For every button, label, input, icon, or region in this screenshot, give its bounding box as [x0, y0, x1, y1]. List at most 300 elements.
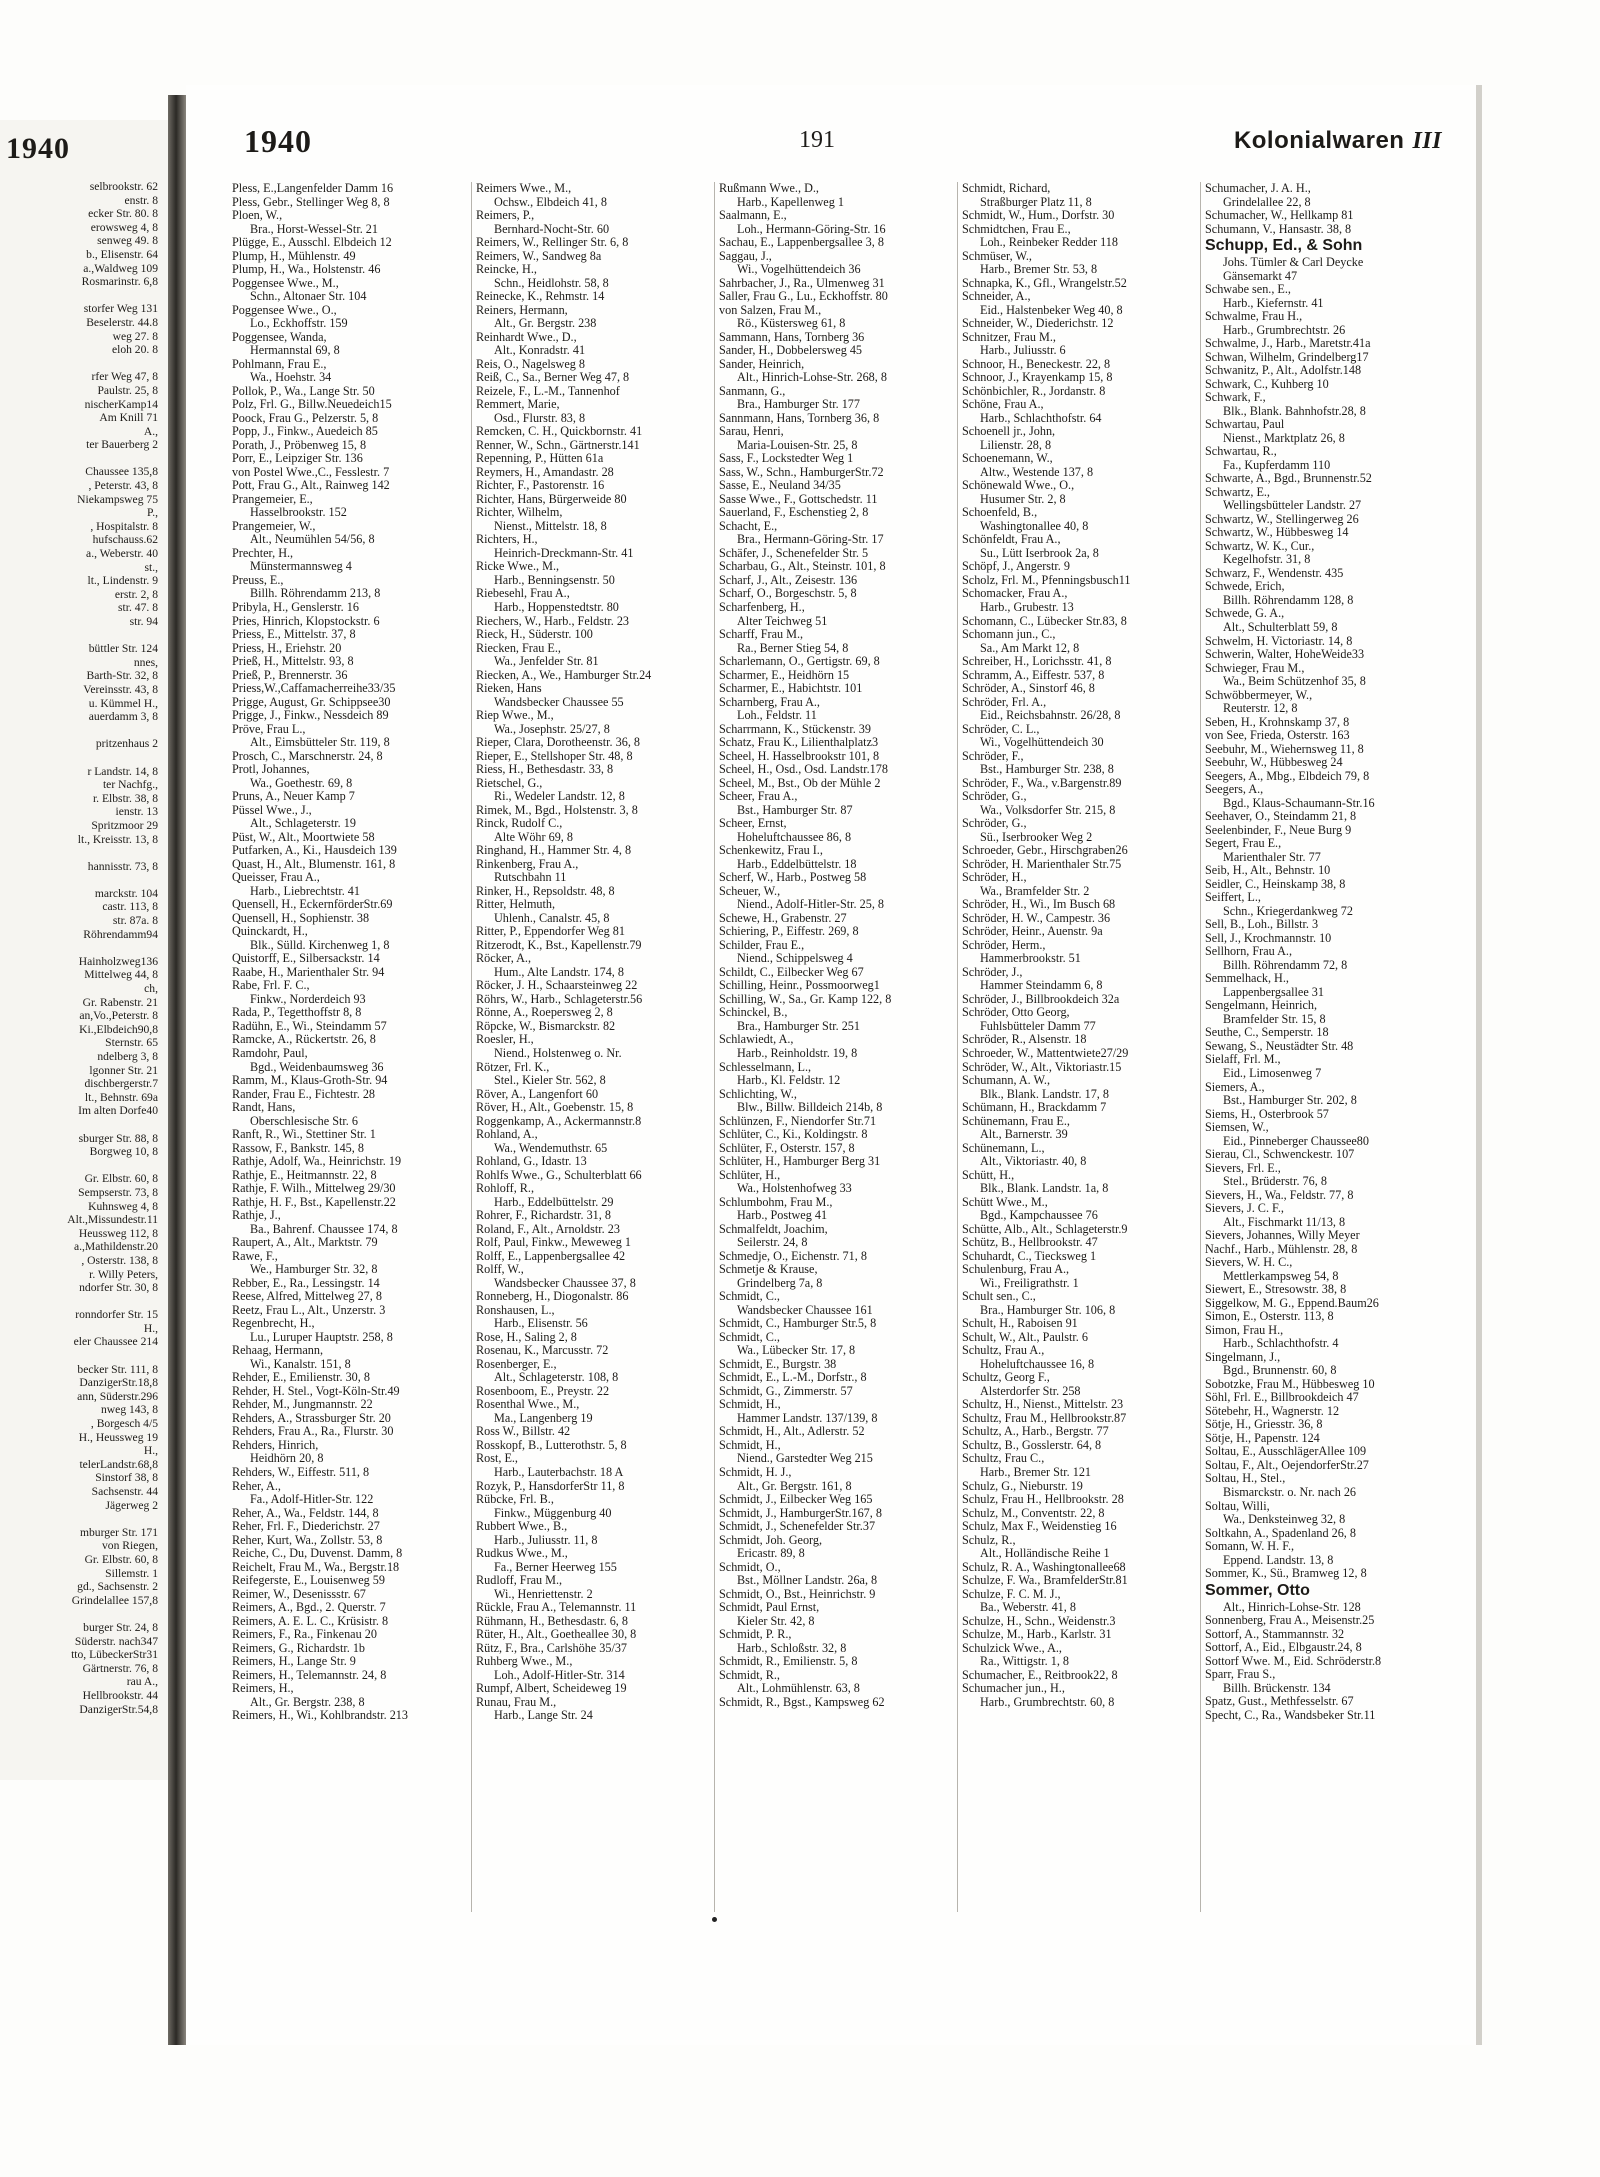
entry-address-line: Blk., Sülld. Kirchenweg 1, 8 [250, 937, 390, 952]
previous-page-line: pritzenhaus 2 [95, 737, 158, 751]
directory-entry: Richters, H., [476, 532, 538, 547]
directory-entry: Rieper, Clara, Dorotheenstr. 36, 8 [476, 735, 641, 750]
previous-page-line: erowsweg 4, 8 [90, 220, 158, 234]
directory-entry: Schumacher, W., Hellkamp 81 [1205, 208, 1354, 223]
directory-entry: Schröder, R., Alsenstr. 18 [962, 1032, 1087, 1047]
previous-page-line: tto, LübeckerStr31 [71, 1648, 158, 1662]
previous-page-line [0, 1295, 158, 1309]
entry-address-line: Harb., Reinholdstr. 19, 8 [737, 1046, 858, 1060]
directory-entry: Rost, E., [476, 1451, 518, 1466]
directory-entry: Röver, H., Alt., Goebenstr. 15, 8 [476, 1100, 634, 1115]
previous-page-line [0, 1512, 158, 1526]
previous-page-line: ter Bauerberg 2 [86, 438, 158, 452]
directory-entry: Röcker, A., [476, 951, 532, 966]
directory-entry: Schnoor, H., Beneckestr. 22, 8 [962, 356, 1111, 371]
directory-entry: Sell, B., Loh., Billstr. 3 [1205, 917, 1319, 932]
previous-page-line [0, 1349, 158, 1363]
entry-address-line: Alt., Gr. Bergstr. 238 [494, 316, 597, 331]
entry-address-line: Harb., Schlachthofstr. 4 [1223, 1336, 1339, 1351]
directory-entry: Sander, H., Dobbelersweg 45 [719, 343, 863, 358]
directory-entry: Scharff, Frau M., [719, 627, 804, 642]
directory-entry: Reimers Wwe., M., [476, 182, 572, 195]
directory-entry: Schmidt, J., Schenefelder Str.37 [719, 1519, 876, 1534]
directory-entry: Ruhberg Wwe., M., [476, 1654, 573, 1669]
directory-entry: Riebesehl, Frau A., [476, 586, 570, 601]
entry-address-line: Harb., Schloßstr. 32, 8 [737, 1640, 847, 1655]
directory-entry: Reinecke, K., Rehmstr. 14 [476, 289, 605, 304]
directory-entry: Schmidt, Richard, [962, 182, 1051, 195]
directory-entry: Schwartz, W. K., Cur., [1205, 538, 1315, 553]
directory-entry: Ranft, R., Wi., Stettiner Str. 1 [232, 1127, 376, 1142]
previous-page-line [0, 873, 158, 887]
directory-entry: Sievers, Frl. E., [1205, 1160, 1281, 1175]
entry-address-line: Alte Wöhr 69, 8 [494, 829, 573, 844]
directory-entry: Rudloff, Frau M., [476, 1573, 563, 1588]
previous-page-line: Gr. Elbstr. 60, 8 [84, 1552, 158, 1566]
directory-entry: Rieck, H., Süderstr. 100 [476, 627, 593, 642]
directory-entry: Sass, F., Lockstedter Weg 1 [719, 451, 854, 466]
directory-entry: Seben, H., Krohnskamp 37, 8 [1205, 714, 1350, 729]
directory-entry: Schwelm, H. Victoriastr. 14, 8 [1205, 633, 1353, 648]
previous-page-line: nischerKamp14 [84, 397, 158, 411]
directory-entry: Sellhorn, Frau A., [1205, 944, 1293, 959]
previous-page-line: storfer Weg 131 [83, 302, 158, 316]
previous-page-line [0, 289, 158, 303]
directory-entry: Schröder, H., Wi., Im Busch 68 [962, 897, 1116, 912]
directory-entry: Scharrmann, K., Stückenstr. 39 [719, 721, 871, 736]
directory-entry: Schmidt, O., [719, 1559, 781, 1574]
entry-address-line: Wellingsbütteler Landstr. 27 [1223, 498, 1362, 513]
directory-entry: Schultz, Frau C., [962, 1451, 1045, 1466]
directory-entry: Rosenboom, E., Preystr. 22 [476, 1383, 610, 1398]
directory-entry: Schröder, H., [962, 870, 1027, 885]
previous-page-line: Sternstr. 65 [105, 1036, 158, 1050]
directory-entry: Schumacher jun., H., [962, 1681, 1065, 1696]
directory-entry: Queisser, Frau A., [232, 870, 320, 885]
directory-entry: Schütt, H., [962, 1167, 1015, 1182]
directory-entry: Sommer, K., Sü., Bramweg 12, 8 [1205, 1566, 1367, 1581]
previous-page-line: Sempserstr. 73, 8 [78, 1185, 158, 1199]
entry-address-line: Harb., Grumbrechtstr. 60, 8 [980, 1694, 1115, 1709]
previous-page-line: H., [143, 1444, 158, 1458]
directory-entry: Reis, O., Nagelsweg 8 [476, 356, 585, 371]
directory-entry: Sasse Wwe., F., Gottschedstr. 11 [719, 491, 878, 506]
directory-entry: Rander, Frau E., Fichtestr. 28 [232, 1086, 376, 1101]
directory-entry: Schröder, G., [962, 789, 1027, 804]
previous-page-line: A., [143, 424, 158, 438]
entry-address-line: Sü., Iserbrooker Weg 2 [980, 829, 1093, 844]
directory-entry: Schwerin, Walter, HoheWeide33 [1205, 647, 1365, 662]
directory-page [186, 85, 1482, 2045]
entry-address-line: Alt., Schulterblatt 59, 8 [1223, 619, 1338, 634]
directory-entry: Schlesselmann, L., [719, 1059, 812, 1074]
directory-entry: von See, Frieda, Osterstr. 163 [1205, 728, 1350, 743]
directory-entry: Schwark, C., Kuhberg 10 [1205, 376, 1329, 391]
directory-entry: Quensell, H., EckernförderStr.69 [232, 897, 393, 912]
directory-entry: Ricke Wwe., M., [476, 559, 560, 574]
entry-address-line: Hammer Steindamm 6, 8 [980, 978, 1103, 993]
directory-entry: Schönbichler, R., Jordanstr. 8 [962, 383, 1106, 398]
directory-entry: Pless, E.,Langenfelder Damm 16 [232, 182, 394, 195]
directory-entry: Schmidtchen, Frau E., [962, 221, 1071, 236]
directory-entry: Schwanitz, P., Alt., Adolfstr.148 [1205, 363, 1362, 378]
directory-entry: Raabe, H., Marienthaler Str. 94 [232, 964, 385, 979]
directory-entry: Schröder, Heinr., Auenstr. 9a [962, 924, 1103, 939]
previous-page-line [0, 1159, 158, 1173]
previous-page-line: ch, [144, 982, 158, 996]
entry-address-line: Hoheluftchaussee 16, 8 [980, 1356, 1095, 1371]
previous-page-line: castr. 113, 8 [102, 900, 158, 914]
directory-entry: Schmidt, R., [719, 1667, 780, 1682]
previous-page-line: lt., Behnstr. 69a [84, 1090, 158, 1104]
entry-address-line: Fa., Kupferdamm 110 [1223, 457, 1331, 472]
previous-page-line [0, 452, 158, 466]
directory-entry: Reimers, H., [232, 1681, 294, 1696]
directory-entry: Preuss, E., [232, 572, 284, 587]
directory-entry: Scharbau, G., Alt., Steinstr. 101, 8 [719, 559, 886, 574]
directory-entry: Sottorf, A., Eid., Elbgaustr.24, 8 [1205, 1640, 1362, 1655]
previous-page-line: Spritzmoor 29 [91, 818, 158, 832]
entry-address-line: Harb., Juliusstr. 6 [980, 343, 1066, 358]
previous-page-line: r Landstr. 14, 8 [87, 764, 158, 778]
entry-address-line: Alt., Eimsbütteler Str. 119, 8 [250, 735, 390, 750]
directory-entry: Schneider, A., [962, 289, 1031, 304]
directory-entry: Schwartau, Paul [1205, 417, 1285, 432]
directory-entry: Schwöbbermeyer, W., [1205, 687, 1313, 702]
entry-address-line: Blk., Blank. Bahnhofstr.28, 8 [1223, 403, 1366, 418]
previous-page-line: r. Elbstr. 38, 8 [92, 791, 158, 805]
directory-entry: Porr, E., Leipziger Str. 136 [232, 451, 363, 466]
directory-entry: Poggensee Wwe., O., [232, 302, 337, 317]
directory-entry: Rohland, G., Idastr. 13 [476, 1154, 587, 1169]
entry-address-line: Bgd., Klaus-Schaumann-Str.16 [1223, 795, 1375, 810]
directory-entry: Schümann, H., Brackdamm 7 [962, 1100, 1107, 1115]
directory-entry: Ritter, Helmuth, [476, 897, 556, 912]
directory-entry: Scharmer, E., Heidhörn 15 [719, 667, 850, 682]
directory-entry: von Salzen, Frau M., [719, 302, 822, 317]
previous-page-line: str. 94 [129, 615, 158, 628]
entry-address-line: Alt., Fischmarkt 11/13, 8 [1223, 1214, 1346, 1229]
directory-entry: Seehaver, O., Steindamm 21, 8 [1205, 809, 1357, 824]
directory-entry: Scheel, H. Hasselbrookstr 101, 8 [719, 748, 880, 763]
entry-address-line: Wi., Vogelhüttendeich 36 [737, 262, 861, 277]
directory-entry: Schulz, R., [962, 1532, 1016, 1547]
previous-page-line: Ki.,Elbdeich90,8 [79, 1022, 158, 1036]
entry-address-line: Altw., Westende 137, 8 [980, 464, 1094, 479]
entry-address-line: Blk., Blank. Landstr. 1a, 8 [980, 1181, 1109, 1196]
directory-entry: Richter, Hans, Bürgerweide 80 [476, 491, 627, 506]
directory-entry: Sass, W., Schn., HamburgerStr.72 [719, 464, 884, 479]
entry-address-line: Reuterstr. 12, 8 [1223, 701, 1298, 716]
directory-entry: Soltau, E., AusschlägerAllee 109 [1205, 1444, 1367, 1459]
directory-entry: Sievers, H., Wa., Feldstr. 77, 8 [1205, 1187, 1354, 1202]
entry-address-line: Hammer Landstr. 137/139, 8 [737, 1410, 878, 1425]
previous-page-line: Hainholzweg136 [78, 954, 158, 968]
directory-entry: Reimers, H., Telemannstr. 24, 8 [232, 1667, 387, 1682]
entry-address-line: Bst., Möllner Landstr. 26a, 8 [737, 1573, 878, 1588]
entry-address-line: Ochsw., Elbdeich 41, 8 [494, 194, 607, 209]
previous-page-line: str. 87a. 8 [112, 914, 158, 928]
directory-entry: Schröder, A., Sinstorf 46, 8 [962, 681, 1095, 696]
directory-entry: Siemers, A., [1205, 1079, 1265, 1094]
previous-page-line: r. Willy Peters, [89, 1267, 158, 1281]
directory-entry: Rathje, Adolf, Wa., Heinrichstr. 19 [232, 1154, 402, 1169]
directory-entry: Saggau, J., [719, 248, 772, 263]
previous-page-line: Alt.,Missundestr.11 [67, 1213, 158, 1227]
directory-entry: Rietschel, G., [476, 775, 543, 790]
directory-entry: Reese, Alfred, Mittelweg 27, 8 [232, 1289, 382, 1304]
directory-entry: Reinhardt Wwe., D., [476, 329, 577, 344]
directory-entry: Sötebehr, H., Wagnerstr. 12 [1205, 1403, 1340, 1418]
directory-entry: Schenkewitz, Frau I., [719, 843, 823, 858]
directory-entry: Raupert, A., Alt., Marktstr. 79 [232, 1235, 378, 1250]
previous-page-line: büttler Str. 124 [88, 642, 158, 656]
directory-entry: Schöpf, J., Angerstr. 9 [962, 559, 1070, 574]
directory-entry: Schildt, C., Eilbecker Weg 67 [719, 964, 864, 979]
directory-entry: Schünemann, Frau E., [962, 1113, 1070, 1128]
previous-page-line [0, 724, 158, 738]
previous-page-line: Im alten Dorfe40 [78, 1104, 158, 1118]
directory-entry: Siemsen, W., [1205, 1120, 1269, 1135]
entry-address-line: Bra., Hermann-Göring-Str. 17 [737, 532, 884, 547]
directory-entry: Schultz, Frau A., [962, 1343, 1045, 1358]
directory-entry: Schlünzen, F., Niendorfer Str.71 [719, 1113, 877, 1128]
entry-address-line: Bra., Hamburger Str. 177 [737, 397, 860, 412]
directory-entry: Schmidt, Joh. Georg, [719, 1532, 823, 1547]
entry-address-line: Wa., Holstenhofweg 33 [737, 1181, 852, 1196]
entry-address-line: Harb., Lange Str. 24 [494, 1708, 593, 1723]
entry-address-line: Blk., Blank. Landstr. 17, 8 [980, 1086, 1109, 1101]
previous-page-line: Beselerstr. 44.8 [86, 315, 158, 329]
directory-entry: Schwarz, F., Wendenstr. 435 [1205, 565, 1344, 580]
entry-address-line: Alt., Schlageterstr. 108, 8 [494, 1370, 619, 1385]
entry-address-line: Ra., Berner Stieg 54, 8 [737, 640, 849, 655]
directory-entry: Quensell, H., Sophienstr. 38 [232, 910, 370, 925]
book-gutter [168, 95, 186, 2045]
directory-entry: Scherf, W., Harb., Postweg 58 [719, 870, 867, 885]
directory-column-1 [228, 182, 460, 1912]
entry-address-line: Harb., Bremer Str. 121 [980, 1464, 1092, 1479]
directory-entry: Ramdohr, Paul, [232, 1046, 308, 1060]
entry-address-line: Bra., Hamburger Str. 251 [737, 1018, 860, 1033]
entry-address-line: Loh., Feldstr. 11 [737, 708, 817, 723]
entry-address-line: Grindelallee 22, 8 [1223, 194, 1311, 209]
entry-address-line: Wa., Beim Schützenhof 35, 8 [1223, 674, 1366, 689]
directory-entry: Rathje, J., [232, 1208, 281, 1223]
directory-column-5 [1200, 182, 1433, 1912]
previous-page-line: eloh 20. 8 [111, 343, 158, 357]
entry-address-line: Heidhörn 20, 8 [250, 1451, 324, 1466]
previous-page-line: ann, Süderstr.296 [77, 1389, 158, 1403]
directory-entry: Schumann, V., Hansastr. 38, 8 [1205, 221, 1352, 236]
directory-entry: Schoenell jr., John, [962, 424, 1056, 439]
directory-entry: Roesler, H., [476, 1032, 534, 1047]
directory-entry: Schumacher, J. A. H., [1205, 182, 1311, 195]
entry-address-line: Wa., Goethestr. 69, 8 [250, 775, 353, 790]
entry-address-line: Wa., Josephstr. 25/27, 8 [494, 721, 610, 736]
entry-address-line: Ba., Bahrenf. Chaussee 174, 8 [250, 1221, 398, 1236]
entry-address-line: Bismarckstr. o. Nr. nach 26 [1223, 1484, 1357, 1499]
directory-entry: Pruns, A., Neuer Kamp 7 [232, 789, 355, 804]
previous-page-line: von Riegen, [101, 1539, 158, 1553]
directory-entry: Rathje, E., Heitmannstr. 22, 8 [232, 1167, 377, 1182]
directory-entry: Ronshausen, L., [476, 1302, 555, 1317]
entry-address-line: Lappenbergsallee 31 [1223, 984, 1324, 999]
entry-address-line: Niend., Adolf-Hitler-Str. 25, 8 [737, 897, 885, 912]
previous-page-line: Barth-Str. 32, 8 [86, 669, 158, 683]
entry-address-line: Alt., Hinrich-Lohse-Str. 268, 8 [737, 370, 887, 385]
directory-entry: Rosenberger, E., [476, 1356, 557, 1371]
previous-page-line: nnes, [133, 655, 158, 669]
directory-entry: Sottorf Wwe. M., Eid. Schröderstr.8 [1205, 1653, 1382, 1668]
directory-entry: Sauerland, F., Eschenstieg 2, 8 [719, 505, 869, 520]
directory-entry: Sobotzke, Frau M., Hübbesweg 10 [1205, 1376, 1375, 1391]
directory-entry: Schlüter, H., Hamburger Berg 31 [719, 1154, 881, 1169]
directory-entry: Rieper, E., Stellshoper Str. 48, 8 [476, 748, 633, 763]
section-title [1234, 127, 1442, 155]
directory-entry: Schmidt, J., HamburgerStr.167, 8 [719, 1505, 882, 1520]
entry-address-line: Harb., Grumbrechtstr. 26 [1223, 322, 1346, 337]
directory-entry: Pröve, Frau L., [232, 721, 306, 736]
directory-entry: Rabe, Frl. F. C., [232, 978, 310, 993]
directory-column-2 [471, 182, 704, 1912]
entry-address-line: Lilienstr. 28, 8 [980, 437, 1052, 452]
previous-page-line: rau A., [126, 1675, 158, 1689]
entry-address-line: Niend., Garstedter Weg 215 [737, 1451, 873, 1466]
directory-entry: Schröder, H. Marienthaler Str.75 [962, 856, 1122, 871]
directory-entry: Schröder, J., Billbrookdeich 32a [962, 991, 1120, 1006]
directory-entry: Pries, Hinrich, Klopstockstr. 6 [232, 613, 380, 628]
entry-address-line: Wa., Bramfelder Str. 2 [980, 883, 1090, 898]
entry-address-line: Fa., Berner Heerweg 155 [494, 1559, 617, 1574]
previous-page-line: DanzigerStr.54,8 [79, 1702, 158, 1716]
directory-entry: Soltau, Willi, [1205, 1498, 1270, 1513]
directory-entry: Pribyla, H., Genslerstr. 16 [232, 599, 359, 614]
directory-entry: Ritzerodt, K., Bst., Kapellenstr.79 [476, 937, 642, 952]
directory-entry: Schlüter, H., [719, 1167, 781, 1182]
directory-entry: Seiffert, L., [1205, 890, 1261, 905]
directory-entry: Schmidt, H. J., [719, 1464, 792, 1479]
previous-page-line: lt., Lindenstr. 9 [87, 574, 158, 588]
directory-entry: Rohlfs Wwe., G., Schulterblatt 66 [476, 1167, 642, 1182]
previous-page-line: Paulstr. 25, 8 [97, 383, 158, 397]
previous-page-line: mburger Str. 171 [79, 1525, 158, 1539]
previous-page-line: Sachsenstr. 44 [91, 1485, 158, 1498]
previous-page-line: Gärtnerstr. 76, 8 [82, 1661, 158, 1675]
previous-page-line: ecker Str. 80. 8 [88, 207, 158, 221]
directory-entry: Schulze, M., Harb., Karlstr. 31 [962, 1627, 1112, 1642]
directory-entry: Rehders, W., Eiffestr. 511, 8 [232, 1464, 370, 1479]
entry-address-line: Wi., Henriettenstr. 2 [494, 1586, 593, 1601]
directory-entry: Rumpf, Albert, Scheideweg 19 [476, 1681, 627, 1696]
directory-entry: Quinckardt, H., [232, 924, 308, 939]
directory-entry: Reher, A., Wa., Feldstr. 144, 8 [232, 1505, 379, 1520]
directory-entry: Schult, H., Raboisen 91 [962, 1316, 1078, 1331]
directory-entry: Schlüter, F., Osterstr. 157, 8 [719, 1140, 855, 1155]
previous-page-line: rfer Weg 47, 8 [91, 370, 158, 384]
directory-entry: Schmidt, E., Burgstr. 38 [719, 1356, 837, 1371]
directory-entry: Schmüser, W., [962, 248, 1032, 263]
directory-entry: Pless, Gebr., Stellinger Weg 8, 8 [232, 194, 390, 209]
entry-address-line: Harb., Bremer Str. 53, 8 [980, 262, 1098, 277]
entry-address-line: Maria-Louisen-Str. 25, 8 [737, 437, 858, 452]
entry-address-line: Bst., Hamburger Str. 238, 8 [980, 762, 1114, 777]
entry-address-line: Bra., Horst-Wessel-Str. 21 [250, 221, 378, 236]
previous-page-line: enstr. 8 [124, 193, 158, 207]
directory-entry: Schütz, B., Hellbrookstr. 47 [962, 1235, 1098, 1250]
previous-page-line: st., [144, 560, 158, 574]
directory-entry: Siewert, E., Stresowstr. 38, 8 [1205, 1282, 1347, 1297]
directory-entry: Rosenau, K., Marcusstr. 72 [476, 1343, 609, 1358]
previous-page-line: H., Heussweg 19 [78, 1430, 158, 1444]
entry-address-line: Niend., Schippelsweg 4 [737, 951, 853, 966]
directory-entry: Siems, H., Osterbrook 57 [1205, 1106, 1329, 1121]
directory-entry: Rehder, H. Stel., Vogt-Köln-Str.49 [232, 1383, 400, 1398]
footer-mark [712, 1917, 717, 1922]
directory-entry: Pollok, P., Wa., Lange Str. 50 [232, 383, 375, 398]
entry-address-line: Hoheluftchaussee 86, 8 [737, 829, 852, 844]
directory-entry: Sammann, Hans, Tornberg 36 [719, 329, 865, 344]
directory-entry: Röpcke, W., Bismarckstr. 82 [476, 1018, 616, 1033]
directory-entry: Schoenfeld, B., [962, 505, 1038, 520]
entry-address-line: Loh., Adolf-Hitler-Str. 314 [494, 1667, 625, 1682]
previous-page-line: an,Vo.,Peterstr. 8 [79, 1009, 158, 1023]
entry-address-line: Bra., Hamburger Str. 106, 8 [980, 1302, 1116, 1317]
directory-entry: Schultz, A., Harb., Bergstr. 77 [962, 1424, 1109, 1439]
entry-address-line: Sa., Am Markt 12, 8 [980, 640, 1080, 655]
entry-address-line: Harb., Kapellenweg 1 [737, 194, 844, 209]
directory-entry: Schwede, G. A., [1205, 606, 1285, 621]
entry-address-line: Alt., Hinrich-Lohse-Str. 128 [1223, 1599, 1361, 1614]
previous-page-line: ronndorfer Str. 15 [75, 1308, 158, 1322]
previous-page-line: erstr. 2, 8 [114, 587, 158, 601]
entry-address-line: Harb., Eddelbüttelstr. 29 [494, 1194, 614, 1209]
entry-address-line: Alt., Gr. Bergstr. 238, 8 [250, 1694, 365, 1709]
entry-address-line: Hermannstal 69, 8 [250, 343, 340, 358]
section-name: Kolonialwaren [1233, 127, 1405, 154]
directory-entry: Seuthe, C., Semperstr. 18 [1205, 1025, 1329, 1040]
directory-entry: Radühn, E., Wi., Steindamm 57 [232, 1018, 387, 1033]
directory-entry: von Postel Wwe.,C., Fesslestr. 7 [232, 464, 390, 479]
directory-entry: Remmert, Marie, [476, 397, 560, 412]
directory-entry: Putfarken, A., Ki., Hausdeich 139 [232, 843, 397, 858]
directory-entry: Rebber, E., Ra., Lessingstr. 14 [232, 1275, 380, 1290]
entry-address-line: Billh. Röhrendamm 128, 8 [1223, 592, 1354, 607]
previous-page-line: ienstr. 13 [115, 805, 158, 819]
directory-entry: Sannmann, Hans, Tornberg 36, 8 [719, 410, 880, 425]
directory-entry: Seidler, C., Heinskamp 38, 8 [1205, 876, 1346, 891]
entry-address-line: Stel., Brüderstr. 76, 8 [1223, 1174, 1327, 1189]
entry-address-line: Gänsemarkt 47 [1223, 268, 1298, 283]
directory-entry: Scharmer, E., Habichtstr. 101 [719, 681, 863, 696]
entry-address-line: Bst., Hamburger Str. 202, 8 [1223, 1093, 1357, 1108]
directory-entry: Rudkus Wwe., M., [476, 1546, 568, 1561]
directory-entry: Schmedje, O., Eichenstr. 71, 8 [719, 1248, 867, 1263]
directory-entry: Reymers, H., Amandastr. 28 [476, 464, 614, 479]
previous-page-line: Hellbrookstr. 44 [82, 1688, 158, 1702]
directory-entry: Reher, Kurt, Wa., Zollstr. 53, 8 [232, 1532, 383, 1547]
previous-page-text [0, 180, 158, 1716]
entry-address-line: Eid., Halstenbeker Weg 40, 8 [980, 302, 1123, 317]
directory-entry: Prigge, August, Gr. Schippsee30 [232, 694, 391, 709]
previous-page-line [0, 1607, 158, 1621]
directory-entry: Rinker, H., Repsoldstr. 48, 8 [476, 883, 615, 898]
directory-entry: Roland, F., Alt., Arnoldstr. 23 [476, 1221, 620, 1236]
directory-entry: Scharf, O., Borgeschstr. 5, 8 [719, 586, 857, 601]
entry-address-line: Husumer Str. 2, 8 [980, 491, 1066, 506]
directory-entry: Remcken, C. H., Quickbornstr. 41 [476, 424, 643, 439]
previous-page-line: sburger Str. 88, 8 [78, 1131, 158, 1145]
